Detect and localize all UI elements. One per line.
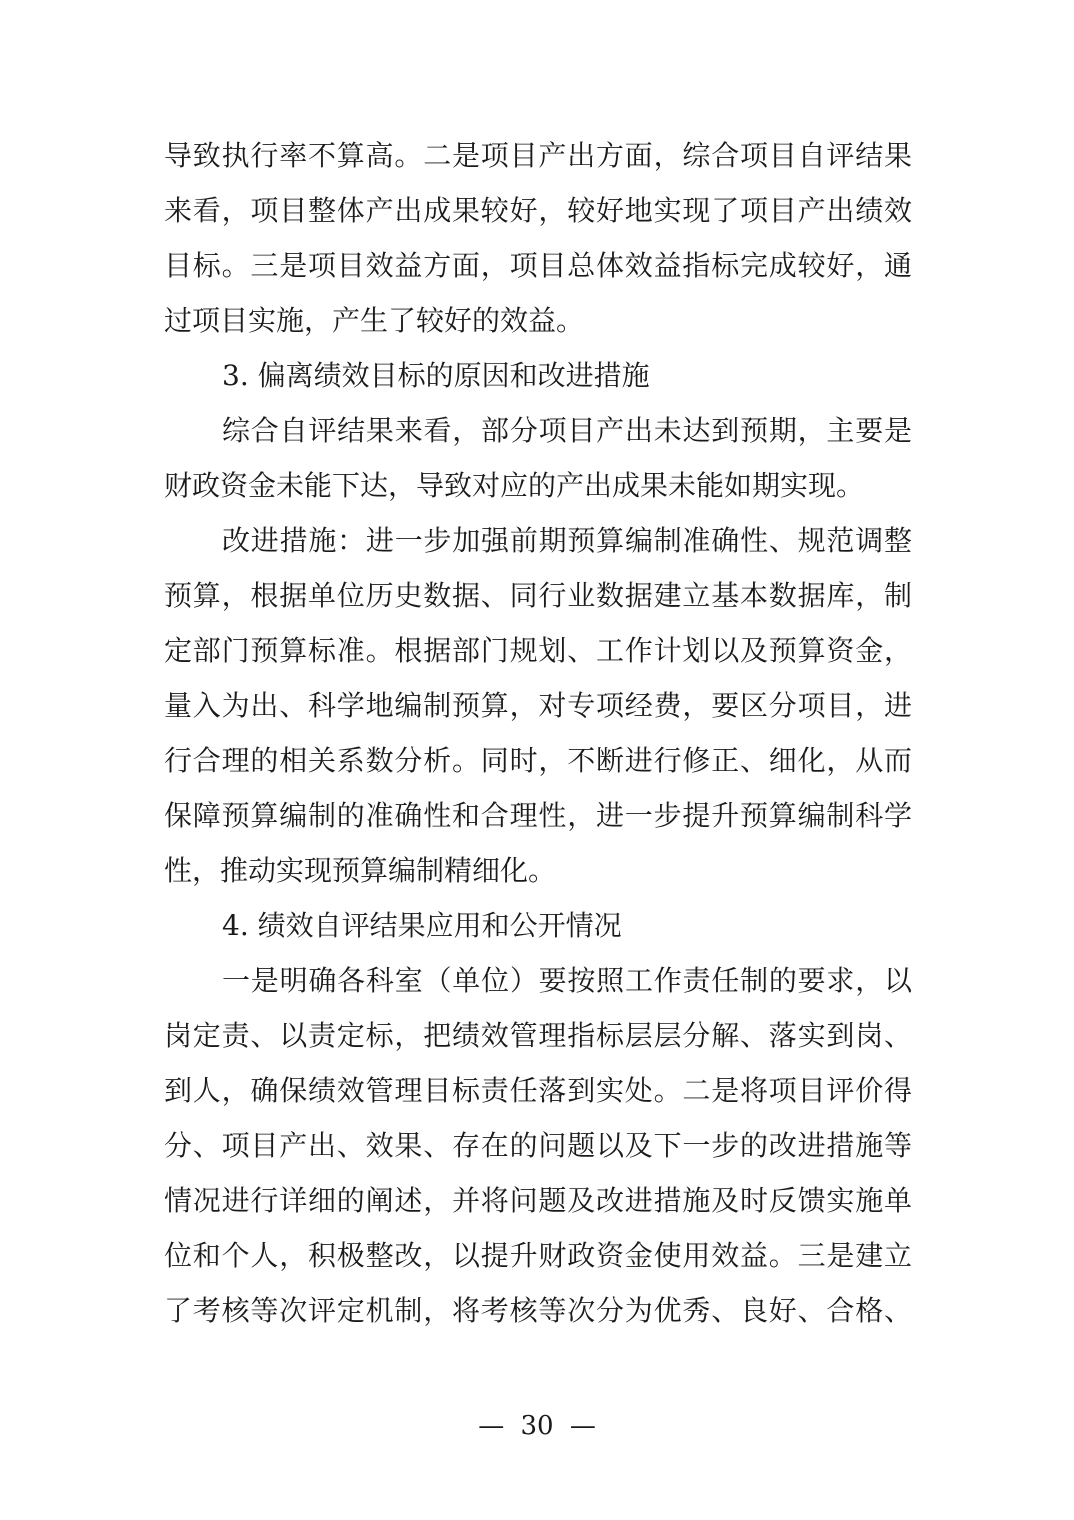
text-line: 保障预算编制的准确性和合理性，进一步提升预算编制科学 [164,799,912,832]
text-line: 一是明确各科室（单位）要按照工作责任制的要求，以 [222,964,912,997]
text-line: 综合自评结果来看，部分项目产出未达到预期，主要是 [222,414,912,447]
paragraph [164,403,912,513]
text-line: 过项目实施，产生了较好的效益。 [164,304,585,337]
text-line: 岗定责、以责定标，把绩效管理指标层层分解、落实到岗、 [164,1019,912,1052]
page-number: 30 [520,1411,554,1441]
page-footer [0,1406,1074,1446]
text-line: 了考核等次评定机制，将考核等次分为优秀、良好、合格、 [164,1294,912,1327]
text-line: 定部门预算标准。根据部门规划、工作计划以及预算资金， [164,634,912,667]
text-line: 来看，项目整体产出成果较好，较好地实现了项目产出绩效 [164,194,912,227]
text-line: 性，推动实现预算编制精细化。 [164,854,557,887]
paragraph [164,513,912,898]
footer-dash-right: — [569,1411,596,1441]
text-line: 导致执行率不算高。二是项目产出方面，综合项目自评结果 [164,139,912,172]
text-line: 情况进行详细的阐述，并将问题及改进措施及时反馈实施单 [164,1184,912,1217]
text-line: 财政资金未能下达，导致对应的产出成果未能如期实现。 [164,469,865,502]
section-heading: 3. 偏离绩效目标的原因和改进措施 [222,359,650,392]
text-line: 分、项目产出、效果、存在的问题以及下一步的改进措施等 [164,1129,912,1162]
paragraph [164,128,912,348]
document-body [164,128,912,1338]
text-line: 预算，根据单位历史数据、同行业数据建立基本数据库，制 [164,579,912,612]
section-heading: 4. 绩效自评结果应用和公开情况 [222,909,622,942]
text-line: 位和个人，积极整改，以提升财政资金使用效益。三是建立 [164,1239,912,1272]
text-line: 改进措施：进一步加强前期预算编制准确性、规范调整 [222,524,912,557]
text-line: 行合理的相关系数分析。同时，不断进行修正、细化，从而 [164,744,912,777]
paragraph [164,953,912,1338]
footer-dash-left: — [478,1411,505,1441]
text-line: 目标。三是项目效益方面，项目总体效益指标完成较好，通 [164,249,912,282]
text-line: 到人，确保绩效管理目标责任落到实处。二是将项目评价得 [164,1074,912,1107]
text-line: 量入为出、科学地编制预算，对专项经费，要区分项目，进 [164,689,912,722]
